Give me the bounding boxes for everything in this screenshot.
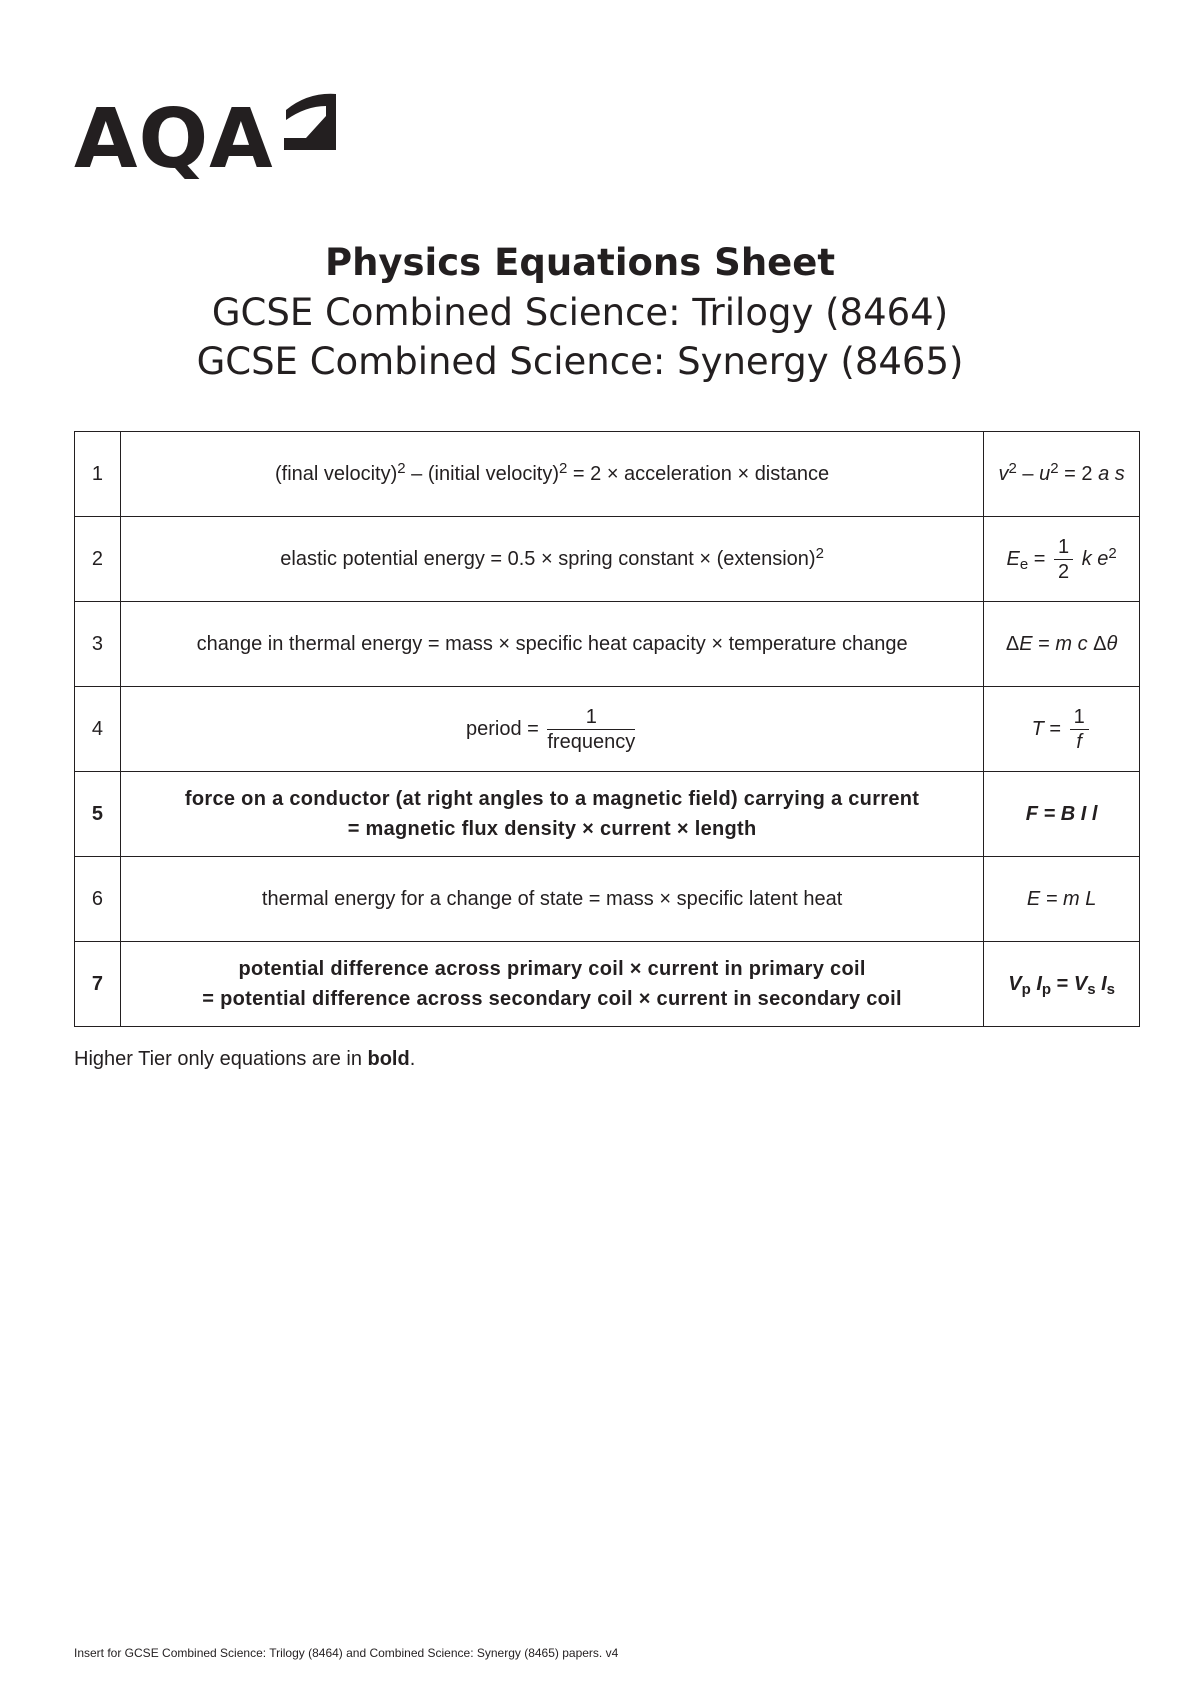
aqa-logo [74,90,344,190]
equation-number: 7 [75,942,121,1027]
word-equation: change in thermal energy = mass × specific heat capacity × temperature change [120,602,983,687]
equation-number: 4 [75,687,121,772]
word-equation: thermal energy for a change of state = mass × specific latent heat [120,857,983,942]
leaf-icon [278,90,342,154]
equation-number: 3 [75,602,121,687]
subtitle-synergy: GCSE Combined Science: Synergy (8465) [196,340,964,383]
word-equation: force on a conductor (at right angles to a magnetic field) carrying a current = magnetic flux density × current × length [120,772,983,857]
equation-row-3 [75,602,1140,687]
footer-text: Insert for GCSE Combined Science: Trilogy (8464) and Combined Science: Synergy (8465) papers. v4 [74,1646,619,1660]
equation-row-1 [75,432,1140,517]
symbol-equation: ΔE = m c Δθ [984,602,1140,687]
equation-row-5 [75,772,1140,857]
higher-tier-note: Higher Tier only equations are in bold. [74,1048,416,1070]
equation-number: 6 [75,857,121,942]
page-title: Physics Equations Sheet [324,241,836,284]
subtitle-trilogy: GCSE Combined Science: Trilogy (8464) [211,291,949,334]
equation-number: 2 [75,517,121,602]
equation-number: 5 [75,772,121,857]
symbol-equation: F = B I l [984,772,1140,857]
fraction: $\frac{1}{2}$ [1054,535,1073,584]
symbol-equation: E = m L [984,857,1140,942]
equation-row-4 [75,687,1140,772]
word-equation: period = $\frac{1}{\text{frequency}}$ [120,687,983,772]
logo-text: AQA [74,92,274,187]
word-equation: (final velocity)$^2$ – (initial velocity)$^2$ = 2 × acceleration × distance [120,432,983,517]
fraction: $\frac{1}{\text{frequency}}$ [547,705,636,753]
title-block [0,238,1160,386]
word-equation: potential difference across primary coil × current in primary coil = potential difference across secondary coil × current in secondary coil [120,942,983,1027]
word-equation: elastic potential energy = 0.5 × spring constant × (extension)$^2$ [120,517,983,602]
symbol-equation: $v^2 - u^2 = 2$ a s [984,432,1140,517]
fraction: $\frac{1}{f}$ [1070,705,1089,754]
symbol-equation: $V_p$ $I_p = V_s$ $I_s$ [984,942,1140,1027]
equations-table [74,431,1140,1027]
equation-number: 1 [75,432,121,517]
symbol-equation: T = $\frac{1}{f}$ [984,687,1140,772]
equation-row-2 [75,517,1140,602]
equation-row-6 [75,857,1140,942]
equation-row-7 [75,942,1140,1027]
symbol-equation: $E_e$ = $\frac{1}{2}$ k $e^2$ [984,517,1140,602]
